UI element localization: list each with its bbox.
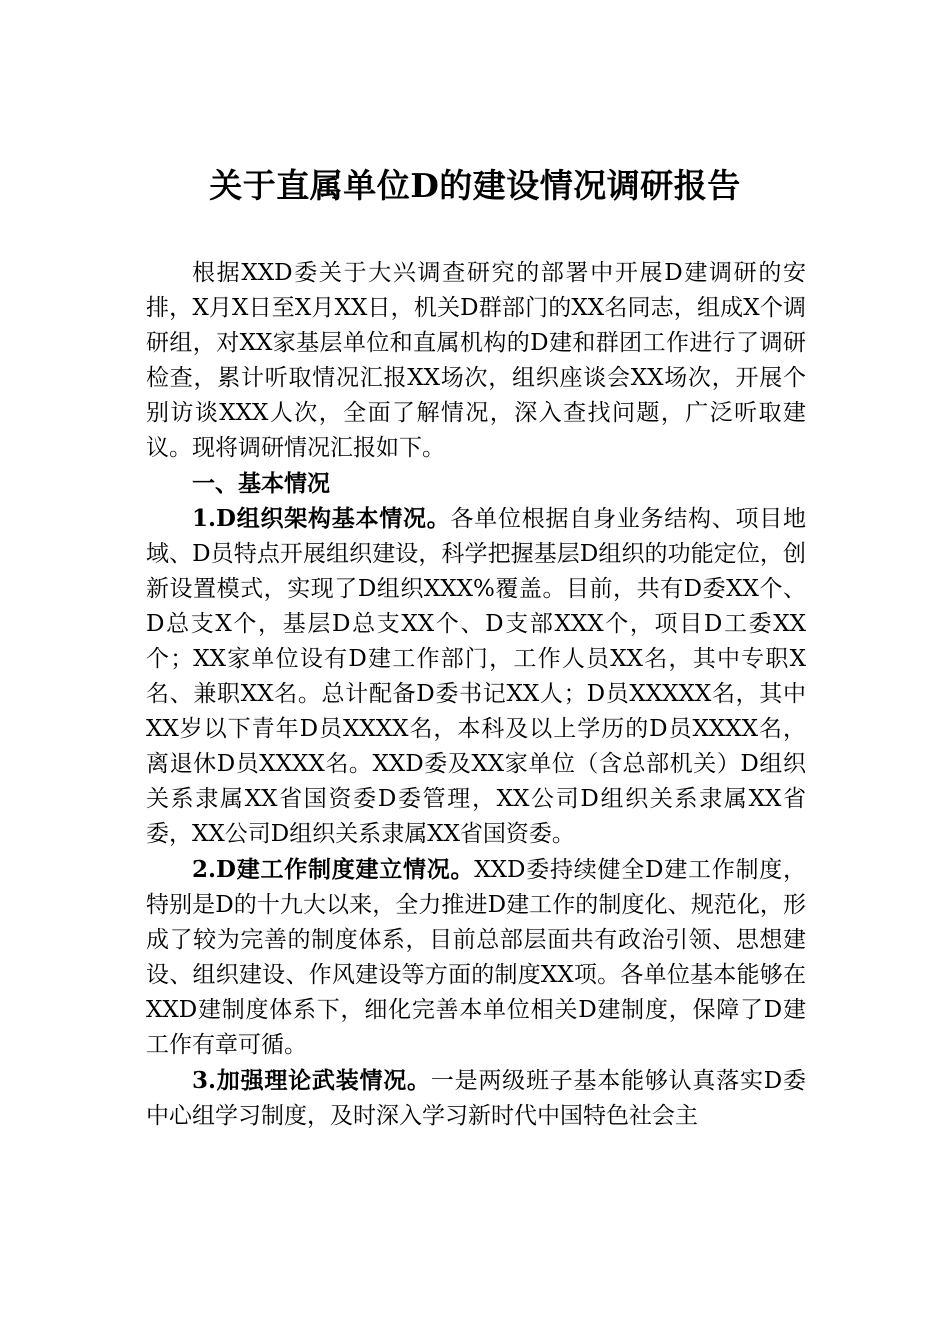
document-title: 关于直属单位D的建设情况调研报告	[209, 166, 741, 205]
item-text-system: XXD委持续健全D建工作制度，特别是D的十九大以来，全力推进D建工作的制度化、规范化，形成了较为完善的制度体系，目前总部层面共有政治引领、思想建设、组织建设、作风建设等方面的制度XX项。各单位基本能够在XXD建制度体系下，细化完善本单位相关D建制度，保障了D建工作有章可循。	[146, 857, 806, 1058]
item-lead-theory: 3.加强理论武装情况。	[192, 1067, 431, 1094]
item-lead-organization: 1.D组织架构基本情况。	[192, 505, 451, 532]
item-paragraph-organization	[146, 501, 806, 852]
document-body	[146, 256, 806, 1134]
item-paragraph-theory	[146, 1063, 806, 1134]
item-lead-system: 2.D建工作制度建立情况。	[192, 856, 475, 883]
item-text-organization: 各单位根据自身业务结构、项目地域、D员特点开展组织建设，科学把握基层D组织的功能定位，创新设置模式，实现了D组织XXX%覆盖。目前，共有D委XX个、D总支X个，基层D总支XX个、D支部XXX个，项目D工委XX个；XX家单位设有D建工作部门，工作人员XX名，其中专职X名、兼职XX名。总计配备D委书记XX人；D员XXXXX名，其中XX岁以下青年D员XXXX名，本科及以上学历的D员XXXX名，离退休D员XXXX名。XXD委及XX家单位（含总部机关）D组织关系隶属XX省国资委D委管理，XX公司D组织关系隶属XX省委，XX公司D组织关系隶属XX省国资委。	[146, 506, 807, 847]
section-heading-basic-situation: 一、基本情况	[192, 470, 330, 497]
item-paragraph-system	[146, 852, 806, 1063]
item-text-theory: 一是两级班子基本能够认真落实D委中心组学习制度，及时深入学习新时代中国特色社会主	[146, 1068, 806, 1129]
intro-paragraph: 根据XXD委关于大兴调查研究的部署中开展D建调研的安排，X月X日至X月XX日，机关D群部门的XX名同志，组成X个调研组，对XX家基层单位和直属机构的D建和群团工作进行了调研检查，累计听取情况汇报XX场次，组织座谈会XX场次，开展个别访谈XXX人次，全面了解情况，深入查找问题，广泛听取建议。现将调研情况汇报如下。	[146, 260, 806, 461]
